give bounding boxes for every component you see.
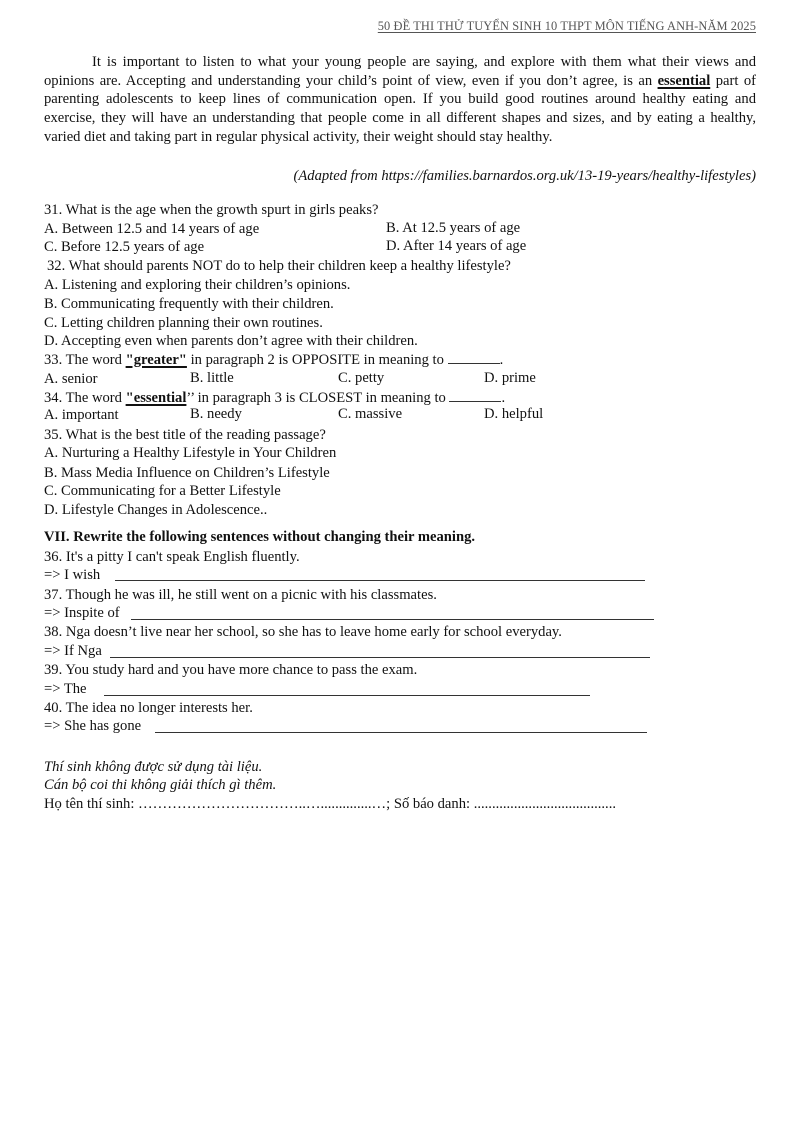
- candidate-info-line: Họ tên thí sinh: ……………………………..…..............…; Số báo danh: .......................................: [44, 796, 616, 812]
- question-34-stem: [44, 388, 505, 407]
- rewrite-36-answer-line[interactable]: [115, 567, 645, 581]
- rewrite-37-prompt-row: [44, 604, 120, 622]
- question-32-option-a: A. Listening and exploring their children’s opinions.: [44, 277, 351, 293]
- passage-keyword: essential: [657, 72, 711, 89]
- rewrite-prompt: => The: [44, 681, 87, 697]
- answer-blank[interactable]: [449, 388, 501, 402]
- question-33-stem: [44, 350, 503, 369]
- rewrite-36-prompt-row: [44, 566, 100, 584]
- question-32-option-c: C. Letting children planning their own routines.: [44, 315, 323, 331]
- question-31-stem: 31. What is the age when the growth spurt in girls peaks?: [44, 202, 379, 218]
- exam-header: 50 ĐỀ THI THỬ TUYỂN SINH 10 THPT MÔN TIẾNG ANH-NĂM 2025: [377, 19, 756, 33]
- rewrite-prompt: => Inspite of: [44, 605, 120, 621]
- question-text: in paragraph 2 is OPPOSITE in meaning to: [186, 352, 448, 368]
- question-34-option-a: A. important: [44, 407, 119, 423]
- rewrite-40-prompt-row: [44, 717, 141, 735]
- rewrite-38-prompt-row: [44, 642, 102, 660]
- passage-paragraph: [44, 53, 756, 147]
- question-32-option-d: D. Accepting even when parents don’t agree with their children.: [44, 333, 418, 349]
- footer-note-1: Thí sinh không được sử dụng tài liệu.: [44, 759, 263, 775]
- question-33-option-b: B. little: [190, 370, 234, 386]
- section-7-title: VII. Rewrite the following sentences without changing their meaning.: [44, 529, 476, 545]
- question-35-option-b: B. Mass Media Influence on Children’s Lifestyle: [44, 465, 330, 481]
- rewrite-39-prompt-row: [44, 680, 87, 698]
- question-31-option-d: D. After 14 years of age: [386, 238, 527, 254]
- question-31-option-c: C. Before 12.5 years of age: [44, 239, 205, 255]
- rewrite-prompt: => I wish: [44, 567, 101, 583]
- rewrite-37-answer-line[interactable]: [131, 606, 654, 620]
- passage-text: part of parenting adolescents to keep lines of communication open. If you build good routines around healthy eating and exercise, they will have an understanding that people come in all different shapes and sizes, and by eating a healthy, varied diet and taking part in regular physical activity, their weight should stay healthy.: [44, 72, 756, 145]
- question-33-option-a: A. senior: [44, 371, 98, 387]
- passage-text: It is important to listen to what your young people are saying, and explore with them what their views and opinions are. Accepting and understanding your child’s point of view, even if you don’t agree, is an: [44, 54, 756, 89]
- question-end: .: [499, 352, 504, 368]
- question-text: 34. The word: [44, 390, 126, 406]
- question-35-option-c: C. Communicating for a Better Lifestyle: [44, 483, 281, 499]
- question-35-option-a: A. Nurturing a Healthy Lifestyle in Your Children: [44, 445, 337, 461]
- rewrite-38-sentence: 38. Nga doesn’t live near her school, so she has to leave home early for school everyday.: [44, 624, 562, 640]
- question-32-option-b: B. Communicating frequently with their children.: [44, 296, 334, 312]
- question-quote: ’’: [186, 390, 194, 406]
- rewrite-prompt: => She has gone: [44, 718, 142, 734]
- rewrite-37-sentence: 37. Though he was ill, he still went on a picnic with his classmates.: [44, 587, 437, 603]
- rewrite-38-answer-line[interactable]: [110, 644, 650, 658]
- rewrite-36-sentence: 36. It's a pitty I can't speak English fluently.: [44, 549, 300, 565]
- question-34-option-d: D. helpful: [484, 406, 544, 422]
- question-keyword: "essential: [125, 390, 187, 406]
- question-end: .: [501, 390, 506, 406]
- question-33-option-d: D. prime: [484, 370, 536, 386]
- rewrite-40-sentence: 40. The idea no longer interests her.: [44, 700, 253, 716]
- question-34-option-b: B. needy: [190, 406, 242, 422]
- rewrite-39-sentence: 39. You study hard and you have more chance to pass the exam.: [44, 662, 418, 678]
- question-32-stem: 32. What should parents NOT do to help their children keep a healthy lifestyle?: [47, 258, 511, 274]
- question-34-option-c: C. massive: [338, 406, 403, 422]
- question-text: in paragraph 3 is CLOSEST in meaning to: [193, 390, 450, 406]
- question-31-option-a: A. Between 12.5 and 14 years of age: [44, 221, 260, 237]
- question-text: 33. The word: [44, 352, 126, 368]
- question-33-option-c: C. petty: [338, 370, 385, 386]
- reading-passage: [44, 53, 756, 147]
- question-35-stem: 35. What is the best title of the reading passage?: [44, 427, 326, 443]
- question-31-option-b: B. At 12.5 years of age: [386, 220, 521, 236]
- passage-source: (Adapted from https://families.barnardos.org.uk/13-19-years/healthy-lifestyles): [293, 168, 756, 184]
- rewrite-39-answer-line[interactable]: [104, 682, 590, 696]
- footer-note-2: Cán bộ coi thi không giải thích gì thêm.: [44, 777, 277, 793]
- question-35-option-d: D. Lifestyle Changes in Adolescence..: [44, 502, 268, 518]
- rewrite-prompt: => If Nga: [44, 643, 102, 659]
- answer-blank[interactable]: [448, 350, 500, 364]
- question-keyword: "greater": [125, 352, 187, 368]
- rewrite-40-answer-line[interactable]: [155, 719, 647, 733]
